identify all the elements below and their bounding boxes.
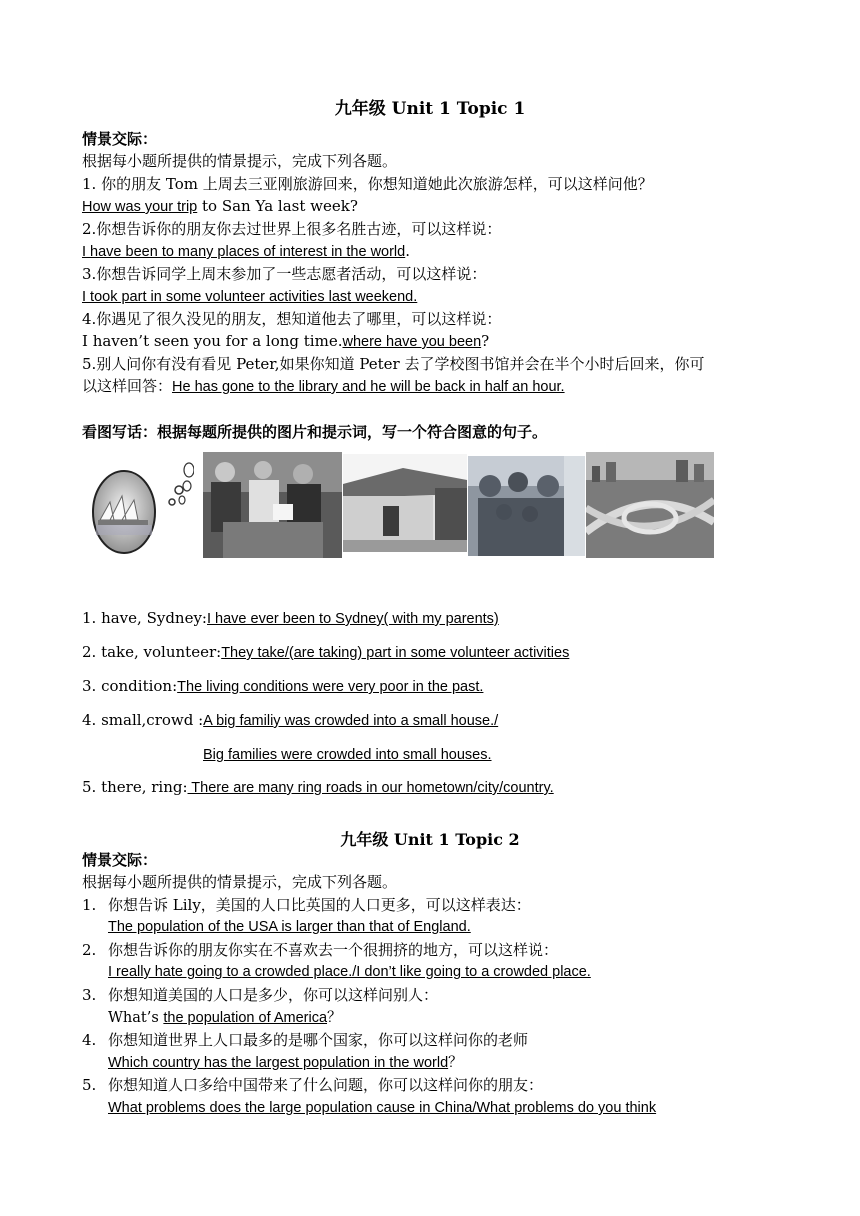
crowded-family-photo: [468, 456, 585, 556]
topic1-a2-answer: I have been to many places of interest in the world: [82, 244, 406, 260]
picture-item-5-answer: There are many ring roads in our hometown/city/country.: [187, 780, 554, 796]
topic1-a3: [82, 286, 417, 307]
topic1-a4-answer: where have you been: [342, 334, 482, 350]
picture-item-5: [82, 777, 554, 798]
topic1-a4-prefix: I haven’t seen you for a long time.: [82, 332, 343, 350]
topic1-section1-heading: 情景交际：: [82, 130, 158, 148]
picture-item-1-answer: I have ever been to Sydney( with my parents): [207, 611, 499, 627]
topic2-q3-number: 3.: [82, 986, 97, 1004]
topic2-q5-text: 你想知道人口多给中国带来了什么问题，你可以这样问你的朋友：: [108, 1076, 544, 1094]
topic1-a2-rest: .: [405, 242, 410, 260]
topic2-a3-rest: ？: [327, 1010, 342, 1026]
topic1-instruction: 根据每小题所提供的情景提示，完成下列各题。: [82, 152, 398, 170]
topic2-a3: [108, 1008, 342, 1028]
topic2-a4-answer: Which country has the largest population in the world: [108, 1055, 449, 1071]
picture-item-1-prompt: 1. have, Sydney:: [82, 609, 207, 627]
topic2-q4-text: 你想知道世界上人口最多的是哪个国家，你可以这样问你的老师: [108, 1031, 529, 1049]
topic2-a3-prefix: What’s: [108, 1010, 164, 1026]
topic1-title: 九年级 Unit 1 Topic 1: [334, 99, 526, 119]
topic2-a3-answer: the population of America: [163, 1010, 328, 1026]
topic2-a1-answer: The population of the USA is larger than that of England.: [108, 919, 471, 935]
picture-item-4-alt: [203, 744, 492, 765]
topic2-a2: [108, 962, 591, 982]
ring-road-photo: [586, 452, 714, 558]
topic1-q5-cont: 以这样回答：: [82, 377, 173, 395]
picture-item-4: [82, 710, 498, 731]
topic2-q5: [82, 1075, 543, 1095]
topic2-q4: [82, 1030, 528, 1050]
topic2-q1-text: 你想告诉 Lily，美国的人口比英国的人口更多，可以这样表达：: [108, 896, 531, 914]
topic2-a1: [108, 917, 471, 937]
topic1-q5: 5.别人问你有没有看见 Peter,如果你知道 Peter 去了学校图书馆并会在半个小时后回来，你可: [82, 355, 705, 373]
topic1-a1-answer: How was your trip: [82, 199, 198, 215]
picture-item-2: [82, 642, 569, 663]
topic2-q1: [82, 895, 531, 915]
topic1-q4: 4.你遇见了很久没见的朋友，想知道他去了哪里，可以这样说：: [82, 310, 502, 328]
topic1-a4: [82, 331, 489, 352]
topic2-q3-text: 你想知道美国的人口是多少，你可以这样问别人：: [108, 986, 439, 1004]
topic2-a4-rest: ？: [448, 1055, 463, 1071]
topic1-a2: [82, 241, 410, 262]
picture-item-5-prompt: 5. there, ring:: [82, 778, 188, 796]
topic2-section1-heading: 情景交际：: [82, 851, 158, 869]
picture-item-4-prompt: 4. small,crowd :: [82, 711, 204, 729]
topic1-a1-rest: to San Ya last week?: [197, 197, 358, 215]
topic2-instruction: 根据每小题所提供的情景提示，完成下列各题。: [82, 873, 398, 891]
topic1-q1: 1. 你的朋友 Tom 上周去三亚刚旅游回来，你想知道她此次旅游怎样，可以这样问他？: [82, 175, 653, 193]
topic1-a5-answer: He has gone to the library and he will be back in half an hour.: [172, 379, 565, 395]
picture-item-1: [82, 608, 499, 629]
picture-item-2-prompt: 2. take, volunteer:: [82, 643, 222, 661]
picture-item-3-answer: The living conditions were very poor in the past.: [177, 679, 484, 695]
topic2-q2-number: 2.: [82, 941, 97, 959]
topic1-a5: [82, 376, 565, 397]
old-house-photo: [343, 454, 467, 552]
topic2-q4-number: 4.: [82, 1031, 97, 1049]
topic2-q5-number: 5.: [82, 1076, 97, 1094]
topic2-a2-answer: I really hate going to a crowded place./I don’t like going to a crowded place.: [108, 964, 591, 980]
picture-item-3: [82, 676, 483, 697]
picture-item-4-answer-alt: Big families were crowded into small houses.: [203, 747, 492, 763]
thought-bubble-dots: [178, 458, 194, 508]
topic2-a5-answer: What problems does the large population cause in China/What problems do you think: [108, 1100, 657, 1116]
volunteers-photo: [203, 452, 342, 558]
picture-strip: [90, 452, 720, 562]
topic2-q3: [82, 985, 438, 1005]
topic1-section2-heading: 看图写话：根据每题所提供的图片和提示词，写一个符合图意的句子。: [82, 423, 548, 441]
picture-item-2-answer: They take/(are taking) part in some volunteer activities: [221, 645, 570, 661]
topic2-a5: [108, 1098, 656, 1118]
topic2-q2-text: 你想告诉你的朋友你实在不喜欢去一个很拥挤的地方，可以这样说：: [108, 941, 559, 959]
topic1-a3-answer: I took part in some volunteer activities last weekend.: [82, 289, 418, 305]
sydney-opera-house-bubble-image: [90, 468, 190, 558]
topic2-q2: [82, 940, 558, 960]
topic2-a4: [108, 1053, 463, 1073]
topic1-a4-rest: ?: [481, 332, 490, 350]
picture-item-4-answer: A big familiy was crowded into a small house./: [203, 713, 499, 729]
picture-item-3-prompt: 3. condition:: [82, 677, 178, 695]
topic1-q2: 2.你想告诉你的朋友你去过世界上很多名胜古迹，可以这样说：: [82, 220, 502, 238]
topic2-q1-number: 1.: [82, 896, 97, 914]
topic2-title: 九年级 Unit 1 Topic 2: [340, 830, 520, 849]
topic1-a1: [82, 196, 358, 217]
topic1-q3: 3.你想告诉同学上周末参加了一些志愿者活动，可以这样说：: [82, 265, 487, 283]
